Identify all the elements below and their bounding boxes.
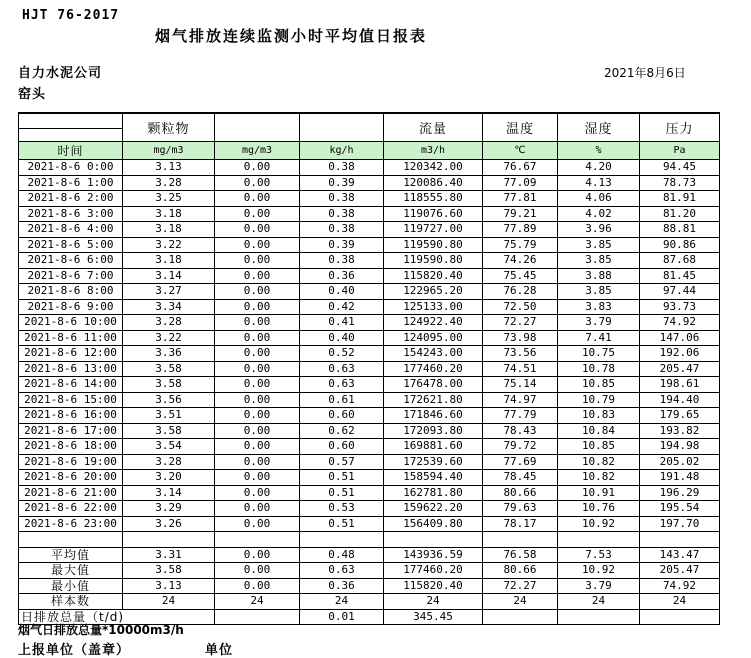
value-cell: 124922.40 [384,315,483,331]
value-cell: 3.22 [123,237,215,253]
group-header-row [19,113,720,142]
flow-total-note: 烟气日排放总量*10000m3/h [18,623,184,637]
value-cell: 0.63 [300,377,384,393]
empty-cell [19,532,123,548]
value-cell: 74.92 [640,578,720,594]
time-cell: 2021-8-6 21:00 [19,485,123,501]
value-cell: 73.56 [483,346,558,362]
value-cell [215,609,300,625]
value-cell: 125133.00 [384,299,483,315]
value-cell: 0.00 [215,392,300,408]
value-cell: 81.20 [640,206,720,222]
value-cell: 0.00 [215,501,300,517]
value-cell: 0.00 [215,485,300,501]
value-cell: 72.50 [483,299,558,315]
value-cell: 3.58 [123,377,215,393]
col-header-pressure: 压力 [640,113,720,142]
value-cell: 10.78 [558,361,640,377]
value-cell: 4.02 [558,206,640,222]
value-cell: 0.00 [215,299,300,315]
report-date: 2021年8月6日 [604,66,686,80]
value-cell: 10.91 [558,485,640,501]
value-cell: 3.28 [123,175,215,191]
value-cell: 74.51 [483,361,558,377]
value-cell: 72.27 [483,315,558,331]
value-cell: 10.76 [558,501,640,517]
time-cell: 2021-8-6 20:00 [19,470,123,486]
table-body [19,160,720,625]
value-cell [640,609,720,625]
value-cell: 124095.00 [384,330,483,346]
summary-row [19,547,720,563]
col-header-blank-1 [215,113,300,142]
value-cell: 0.00 [215,191,300,207]
value-cell: 79.72 [483,439,558,455]
time-cell: 2021-8-6 13:00 [19,361,123,377]
value-cell: 0.00 [215,439,300,455]
value-cell: 3.31 [123,547,215,563]
value-cell: 191.48 [640,470,720,486]
table-row [19,222,720,238]
col-header-particulate: 颗粒物 [123,113,215,142]
value-cell: 3.14 [123,485,215,501]
value-cell: 0.00 [215,454,300,470]
table-row [19,160,720,176]
value-cell: 3.28 [123,454,215,470]
table-row [19,346,720,362]
value-cell: 73.98 [483,330,558,346]
value-cell: 0.39 [300,175,384,191]
value-cell: 78.17 [483,516,558,532]
time-cell: 2021-8-6 19:00 [19,454,123,470]
empty-cell [384,532,483,548]
value-cell: 78.45 [483,470,558,486]
value-cell: 0.52 [300,346,384,362]
value-cell: 196.29 [640,485,720,501]
value-cell: 0.00 [215,315,300,331]
value-cell: 0.42 [300,299,384,315]
value-cell: 0.00 [215,408,300,424]
value-cell: 0.01 [300,609,384,625]
summary-label-cell: 样本数 [19,594,123,610]
col-header-flow: 流量 [384,113,483,142]
time-cell: 2021-8-6 2:00 [19,191,123,207]
value-cell: 74.26 [483,253,558,269]
value-cell: 75.79 [483,237,558,253]
value-cell: 0.51 [300,485,384,501]
value-cell: 159622.20 [384,501,483,517]
summary-label-cell: 最小值 [19,578,123,594]
value-cell: 75.14 [483,377,558,393]
value-cell: 119590.80 [384,237,483,253]
value-cell: 192.06 [640,346,720,362]
company-name: 自力水泥公司 [18,66,103,81]
value-cell: 3.18 [123,253,215,269]
value-cell: 171846.60 [384,408,483,424]
time-cell: 2021-8-6 18:00 [19,439,123,455]
value-cell: 97.44 [640,284,720,300]
value-cell: 3.13 [123,160,215,176]
value-cell: 3.29 [123,501,215,517]
value-cell: 24 [215,594,300,610]
value-cell: 3.18 [123,222,215,238]
value-cell: 147.06 [640,330,720,346]
value-cell: 78.43 [483,423,558,439]
unit-header-pa: Pa [640,142,720,160]
value-cell: 0.39 [300,237,384,253]
spacer-row [19,532,720,548]
empty-cell [558,532,640,548]
value-cell: 79.21 [483,206,558,222]
value-cell: 78.73 [640,175,720,191]
value-cell: 0.60 [300,408,384,424]
table-row [19,191,720,207]
value-cell: 162781.80 [384,485,483,501]
value-cell: 3.56 [123,392,215,408]
value-cell: 0.00 [215,423,300,439]
unit-header-row [19,142,720,160]
summary-label-cell: 最大值 [19,563,123,579]
header-divider-line [19,128,122,129]
value-cell: 4.13 [558,175,640,191]
time-cell: 2021-8-6 16:00 [19,408,123,424]
value-cell: 76.67 [483,160,558,176]
value-cell: 119590.80 [384,253,483,269]
table-row [19,485,720,501]
empty-cell [300,532,384,548]
value-cell: 77.79 [483,408,558,424]
value-cell: 10.79 [558,392,640,408]
value-cell: 10.82 [558,454,640,470]
value-cell: 3.20 [123,470,215,486]
unit-label: 单位 [205,643,234,658]
time-header-split-cell [19,113,123,142]
page-title: 烟气排放连续监测小时平均值日报表 [155,27,428,45]
value-cell: 0.00 [215,160,300,176]
time-cell: 2021-8-6 7:00 [19,268,123,284]
time-cell: 2021-8-6 5:00 [19,237,123,253]
value-cell: 0.63 [300,563,384,579]
value-cell: 179.65 [640,408,720,424]
value-cell: 3.96 [558,222,640,238]
value-cell: 205.02 [640,454,720,470]
value-cell: 10.75 [558,346,640,362]
value-cell: 87.68 [640,253,720,269]
value-cell: 194.40 [640,392,720,408]
value-cell: 194.98 [640,439,720,455]
value-cell: 24 [558,594,640,610]
value-cell: 0.00 [215,253,300,269]
value-cell: 77.81 [483,191,558,207]
table-row [19,408,720,424]
table-row [19,284,720,300]
value-cell: 76.58 [483,547,558,563]
value-cell: 3.58 [123,361,215,377]
time-cell: 2021-8-6 15:00 [19,392,123,408]
col-header-temperature: 温度 [483,113,558,142]
value-cell: 0.60 [300,439,384,455]
reporting-unit-label: 上报单位（盖章） [18,643,131,658]
table-row [19,454,720,470]
value-cell: 0.00 [215,284,300,300]
value-cell: 3.85 [558,253,640,269]
table-row [19,330,720,346]
value-cell: 3.85 [558,237,640,253]
time-cell: 2021-8-6 4:00 [19,222,123,238]
value-cell: 88.81 [640,222,720,238]
value-cell: 3.54 [123,439,215,455]
value-cell: 80.66 [483,563,558,579]
value-cell: 3.22 [123,330,215,346]
value-cell: 0.36 [300,268,384,284]
time-cell: 2021-8-6 11:00 [19,330,123,346]
value-cell: 193.82 [640,423,720,439]
table-row [19,175,720,191]
value-cell: 169881.60 [384,439,483,455]
value-cell: 0.00 [215,206,300,222]
time-cell: 2021-8-6 3:00 [19,206,123,222]
value-cell: 10.82 [558,470,640,486]
table-row [19,237,720,253]
value-cell: 143936.59 [384,547,483,563]
value-cell: 10.84 [558,423,640,439]
table-row [19,377,720,393]
value-cell: 0.40 [300,284,384,300]
value-cell: 122965.20 [384,284,483,300]
value-cell: 24 [640,594,720,610]
value-cell: 93.73 [640,299,720,315]
time-cell: 2021-8-6 17:00 [19,423,123,439]
value-cell: 0.61 [300,392,384,408]
value-cell: 0.00 [215,470,300,486]
value-cell: 195.54 [640,501,720,517]
value-cell: 120342.00 [384,160,483,176]
empty-cell [483,532,558,548]
value-cell: 3.25 [123,191,215,207]
value-cell: 0.48 [300,547,384,563]
value-cell: 3.26 [123,516,215,532]
time-cell: 2021-8-6 8:00 [19,284,123,300]
value-cell: 24 [123,594,215,610]
value-cell: 24 [300,594,384,610]
value-cell: 0.38 [300,222,384,238]
value-cell: 3.83 [558,299,640,315]
value-cell: 177460.20 [384,563,483,579]
value-cell: 74.97 [483,392,558,408]
value-cell: 77.69 [483,454,558,470]
value-cell: 198.61 [640,377,720,393]
value-cell: 7.41 [558,330,640,346]
value-cell: 24 [483,594,558,610]
value-cell: 3.36 [123,346,215,362]
value-cell: 0.51 [300,516,384,532]
value-cell: 177460.20 [384,361,483,377]
value-cell: 3.88 [558,268,640,284]
col-header-blank-2 [300,113,384,142]
value-cell: 77.89 [483,222,558,238]
monitor-point-name: 窑头 [18,87,47,102]
table-row [19,516,720,532]
time-cell: 2021-8-6 1:00 [19,175,123,191]
value-cell: 0.63 [300,361,384,377]
value-cell: 10.92 [558,516,640,532]
value-cell: 24 [384,594,483,610]
summary-label-cell: 平均值 [19,547,123,563]
value-cell: 0.00 [215,268,300,284]
summary-row [19,594,720,610]
value-cell: 3.58 [123,563,215,579]
value-cell: 3.79 [558,578,640,594]
col-header-humidity: 湿度 [558,113,640,142]
table-row [19,299,720,315]
value-cell: 0.00 [215,237,300,253]
value-cell: 0.36 [300,578,384,594]
value-cell: 4.06 [558,191,640,207]
value-cell: 77.09 [483,175,558,191]
value-cell: 10.92 [558,563,640,579]
value-cell: 94.45 [640,160,720,176]
empty-cell [123,532,215,548]
value-cell: 119727.00 [384,222,483,238]
table-row [19,315,720,331]
time-cell: 2021-8-6 9:00 [19,299,123,315]
value-cell: 0.40 [300,330,384,346]
value-cell: 143.47 [640,547,720,563]
time-cell: 2021-8-6 22:00 [19,501,123,517]
value-cell: 3.13 [123,578,215,594]
value-cell: 119076.60 [384,206,483,222]
value-cell: 0.62 [300,423,384,439]
table-row [19,392,720,408]
value-cell: 0.38 [300,253,384,269]
value-cell: 10.85 [558,439,640,455]
value-cell: 158594.40 [384,470,483,486]
unit-header-kgh: kg/h [300,142,384,160]
value-cell: 4.20 [558,160,640,176]
table-row [19,470,720,486]
unit-header-mgm3-2: mg/m3 [215,142,300,160]
value-cell: 3.58 [123,423,215,439]
value-cell: 7.53 [558,547,640,563]
value-cell: 172621.80 [384,392,483,408]
value-cell: 154243.00 [384,346,483,362]
time-cell: 2021-8-6 6:00 [19,253,123,269]
empty-cell [640,532,720,548]
value-cell: 3.18 [123,206,215,222]
value-cell: 172093.80 [384,423,483,439]
value-cell: 0.00 [215,578,300,594]
table-row [19,206,720,222]
value-cell: 0.00 [215,377,300,393]
time-cell: 2021-8-6 0:00 [19,160,123,176]
value-cell: 0.00 [215,175,300,191]
summary-row [19,578,720,594]
value-cell: 0.00 [215,563,300,579]
table-row [19,361,720,377]
unit-header-mgm3-1: mg/m3 [123,142,215,160]
value-cell: 10.85 [558,377,640,393]
standard-code: HJT 76-2017 [22,8,120,23]
table-row [19,439,720,455]
value-cell: 10.83 [558,408,640,424]
value-cell: 0.41 [300,315,384,331]
table-header [19,113,720,160]
value-cell: 74.92 [640,315,720,331]
value-cell: 75.45 [483,268,558,284]
summary-row [19,563,720,579]
table-row [19,253,720,269]
time-cell: 2021-8-6 23:00 [19,516,123,532]
empty-cell [215,532,300,548]
value-cell: 90.86 [640,237,720,253]
value-cell [483,609,558,625]
value-cell [558,609,640,625]
value-cell: 120086.40 [384,175,483,191]
value-cell: 3.79 [558,315,640,331]
value-cell: 197.70 [640,516,720,532]
value-cell: 3.27 [123,284,215,300]
value-cell: 3.28 [123,315,215,331]
value-cell: 0.00 [215,547,300,563]
time-cell: 2021-8-6 12:00 [19,346,123,362]
value-cell: 81.91 [640,191,720,207]
value-cell: 3.14 [123,268,215,284]
value-cell: 79.63 [483,501,558,517]
value-cell: 0.53 [300,501,384,517]
value-cell: 156409.80 [384,516,483,532]
value-cell: 345.45 [384,609,483,625]
value-cell: 72.27 [483,578,558,594]
value-cell: 3.51 [123,408,215,424]
value-cell: 115820.40 [384,578,483,594]
value-cell: 176478.00 [384,377,483,393]
value-cell: 118555.80 [384,191,483,207]
value-cell: 0.00 [215,346,300,362]
table-row [19,268,720,284]
table-row [19,501,720,517]
value-cell: 205.47 [640,563,720,579]
value-cell: 0.00 [215,361,300,377]
value-cell: 0.38 [300,160,384,176]
emission-report-table [18,112,720,625]
unit-header-time: 时间 [19,142,123,160]
value-cell: 172539.60 [384,454,483,470]
value-cell: 0.00 [215,222,300,238]
value-cell: 76.28 [483,284,558,300]
value-cell: 0.00 [215,516,300,532]
time-cell: 2021-8-6 14:00 [19,377,123,393]
unit-header-m3h: m3/h [384,142,483,160]
unit-header-celsius: ℃ [483,142,558,160]
value-cell: 3.34 [123,299,215,315]
value-cell: 0.38 [300,206,384,222]
value-cell: 205.47 [640,361,720,377]
value-cell: 0.57 [300,454,384,470]
unit-header-percent: % [558,142,640,160]
value-cell: 0.51 [300,470,384,486]
table-row [19,423,720,439]
value-cell: 81.45 [640,268,720,284]
value-cell: 0.00 [215,330,300,346]
value-cell: 80.66 [483,485,558,501]
daily-total-label-cell: 日排放总量（t/d) [19,609,215,625]
value-cell: 115820.40 [384,268,483,284]
time-cell: 2021-8-6 10:00 [19,315,123,331]
value-cell: 0.38 [300,191,384,207]
value-cell: 3.85 [558,284,640,300]
